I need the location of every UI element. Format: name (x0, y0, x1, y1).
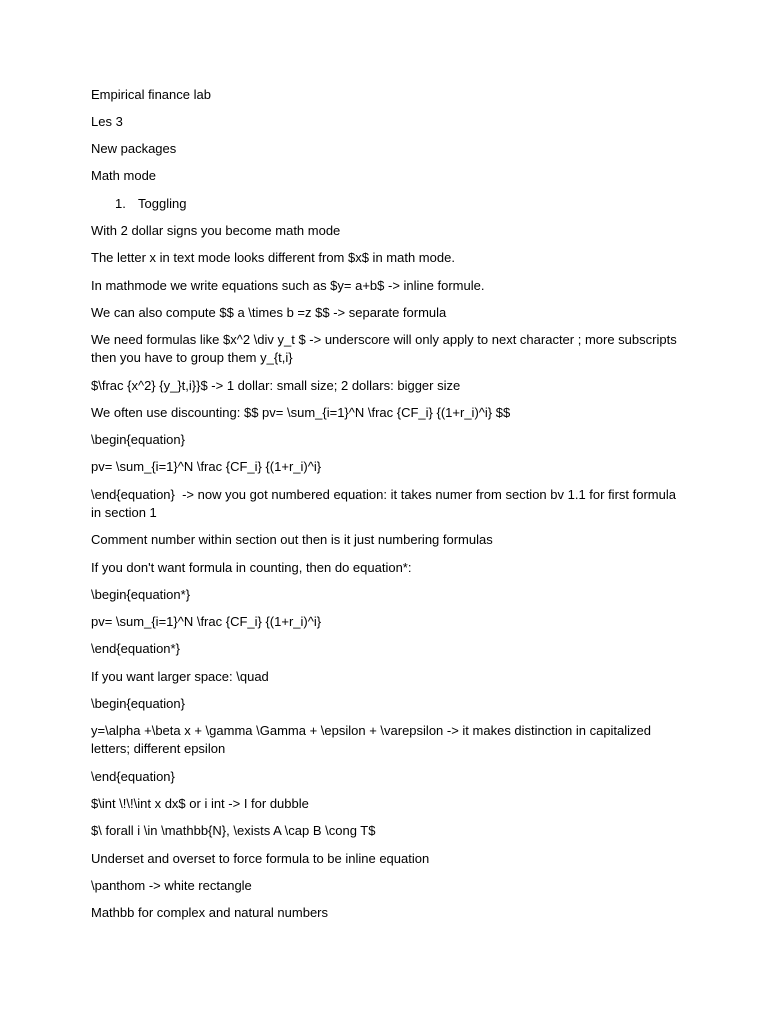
paragraph: $\int \!\!\int x dx$ or i int -> I for dubble (91, 796, 309, 811)
paragraph: If you don't want formula in counting, then do equation*: (91, 560, 412, 575)
paragraph: $\frac {x^2} {y_}t,i}}$ -> 1 dollar: small size; 2 dollars: bigger size (91, 378, 461, 393)
paragraph: If you want larger space: \quad (91, 669, 269, 684)
paragraph: In mathmode we write equations such as $y= a+b$ -> inline formule. (91, 278, 485, 293)
list-item-number: 1. (115, 196, 126, 211)
code-line: \end{equation} (91, 769, 175, 784)
paragraph: \end{equation} -> now you got numbered equation: it takes numer from section bv 1.1 for first formula in section 1 (91, 487, 680, 520)
code-line: \end{equation*} (91, 641, 180, 656)
paragraph: y=\alpha +\beta x + \gamma \Gamma + \epsilon + \varepsilon -> it makes distinction in capitalized letters; different epsilon (91, 723, 655, 756)
paragraph: Comment number within section out then is it just numbering formulas (91, 532, 493, 547)
code-line: pv= \sum_{i=1}^N \frac {CF_i} {(1+r_i)^i} (91, 614, 322, 629)
paragraph: We often use discounting: $$ pv= \sum_{i=1}^N \frac {CF_i} {(1+r_i)^i} $$ (91, 405, 511, 420)
code-line: pv= \sum_{i=1}^N \frac {CF_i} {(1+r_i)^i} (91, 459, 322, 474)
paragraph: We can also compute $$ a \times b =z $$ -> separate formula (91, 305, 447, 320)
code-line: \begin{equation} (91, 696, 185, 711)
code-line: \begin{equation} (91, 432, 185, 447)
paragraph: With 2 dollar signs you become math mode (91, 223, 341, 238)
paragraph: \panthom -> white rectangle (91, 878, 252, 893)
section-new-packages: New packages (91, 141, 177, 156)
paragraph: Underset and overset to force formula to be inline equation (91, 851, 430, 866)
list-item-toggling: Toggling (138, 196, 187, 211)
paragraph: Mathbb for complex and natural numbers (91, 905, 329, 920)
code-line: \begin{equation*} (91, 587, 191, 602)
paragraph: We need formulas like $x^2 \div y_t $ -> underscore will only apply to next character ; more subscripts then you have to group them y_{t,i} (91, 332, 681, 365)
document-title: Empirical finance lab (91, 87, 211, 102)
section-math-mode: Math mode (91, 168, 157, 183)
lesson-heading: Les 3 (91, 114, 123, 129)
paragraph: The letter x in text mode looks different from $x$ in math mode. (91, 250, 455, 265)
paragraph: $\ forall i \in \mathbb{N}, \exists A \cap B \cong T$ (91, 823, 376, 838)
